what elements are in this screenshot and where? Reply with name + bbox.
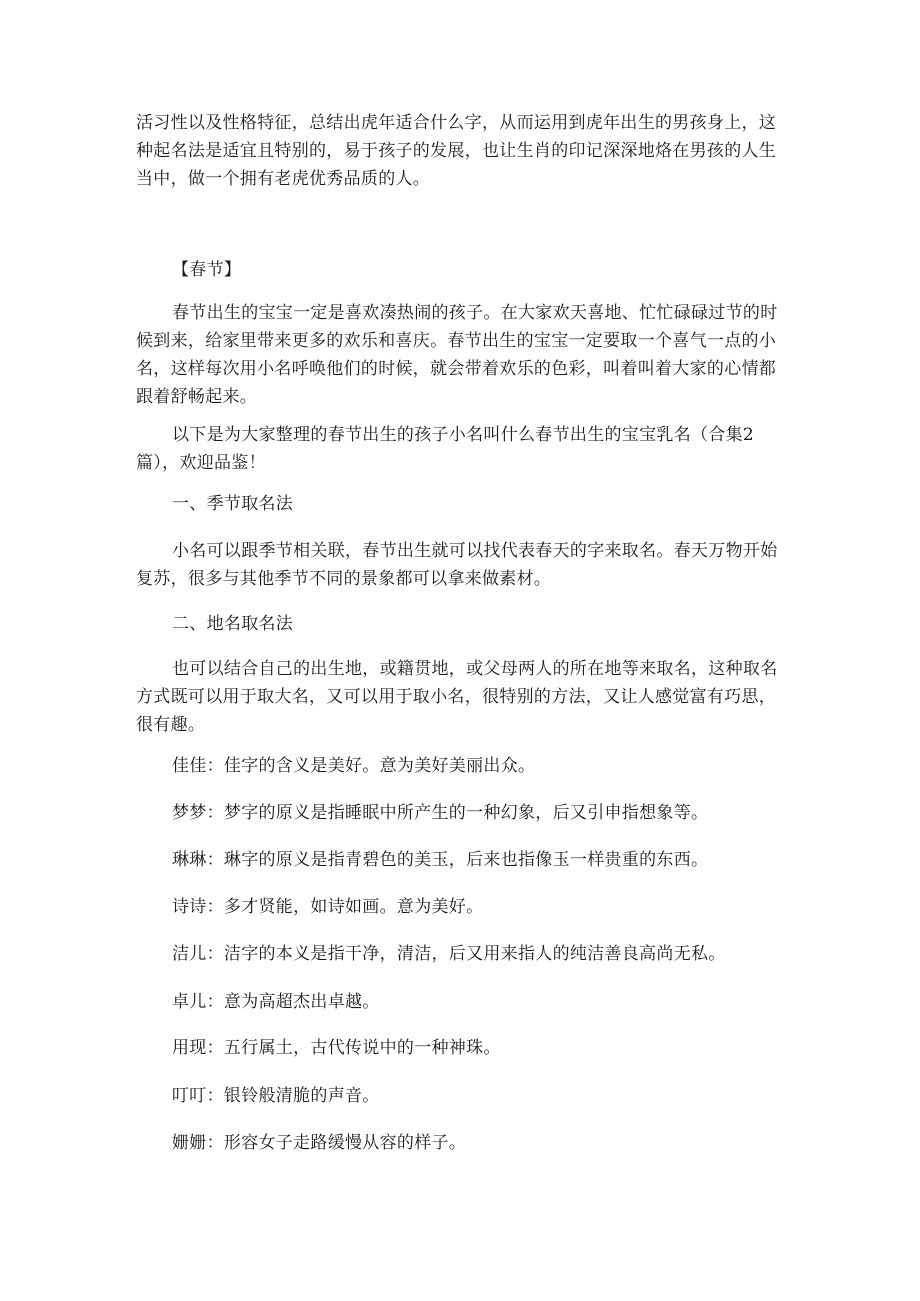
method-two-title: 二、地名取名法	[172, 614, 294, 634]
name-entry: 琳琳：琳字的原义是指青碧色的美玉，后来也指像玉一样贵重的东西。	[172, 850, 709, 870]
name-entry: 洁儿：洁字的本义是指干净，清洁，后又用来指人的纯洁善良高尚无私。	[172, 944, 726, 964]
method-one-paragraph: 小名可以跟季节相关联，春节出生就可以找代表春天的字来取名。春天万物开始复苏，很多与其他季节不同的景象都可以拿来做素材。	[136, 541, 778, 589]
collection-note-paragraph: 以下是为大家整理的春节出生的孩子小名叫什么春节出生的宝宝乳名（合集2篇），欢迎品鉴！	[136, 425, 755, 473]
name-entry: 梦梦：梦字的原义是指睡眠中所产生的一种幻象，后又引申指想象等。	[172, 803, 709, 823]
name-entry: 用现：五行属土，古代传说中的一种神珠。	[172, 1038, 501, 1058]
name-entry: 卓儿：意为高超杰出卓越。	[172, 992, 380, 1012]
intro-paragraph: 活习性以及性格特征，总结出虎年适合什么字，从而运用到虎年出生的男孩身上，这种起名法是适宜且特别的，易于孩子的发展，也让生肖的印记深深地烙在男孩的人生当中，做一个拥有老虎优秀品质的人。	[136, 113, 777, 189]
name-entry: 佳佳：佳字的含义是美好。意为美好美丽出众。	[172, 756, 536, 776]
method-two-paragraph: 也可以结合自己的出生地，或籍贯地，或父母两人的所在地等来取名，这种取名方式既可以用于取大名，又可以用于取小名，很特别的方法，又让人感觉富有巧思，很有趣。	[136, 659, 778, 735]
name-entry: 姗姗：形容女子走路缓慢从容的样子。	[172, 1133, 467, 1153]
section-intro-paragraph: 春节出生的宝宝一定是喜欢凑热闹的孩子。在大家欢天喜地、忙忙碌碌过节的时候到来，给家里带来更多的欢乐和喜庆。春节出生的宝宝一定要取一个喜气一点的小名，这样每次用小名呼唤他们的时候，就会带着欢乐的色彩，叫着叫着大家的心情都跟着舒畅起来。	[136, 303, 778, 407]
name-entry: 叮叮：银铃般清脆的声音。	[172, 1086, 380, 1106]
method-one-title: 一、季节取名法	[172, 494, 294, 514]
name-entry: 诗诗：多才贤能，如诗如画。意为美好。	[172, 897, 484, 917]
section-heading: 【春节】	[172, 260, 242, 280]
